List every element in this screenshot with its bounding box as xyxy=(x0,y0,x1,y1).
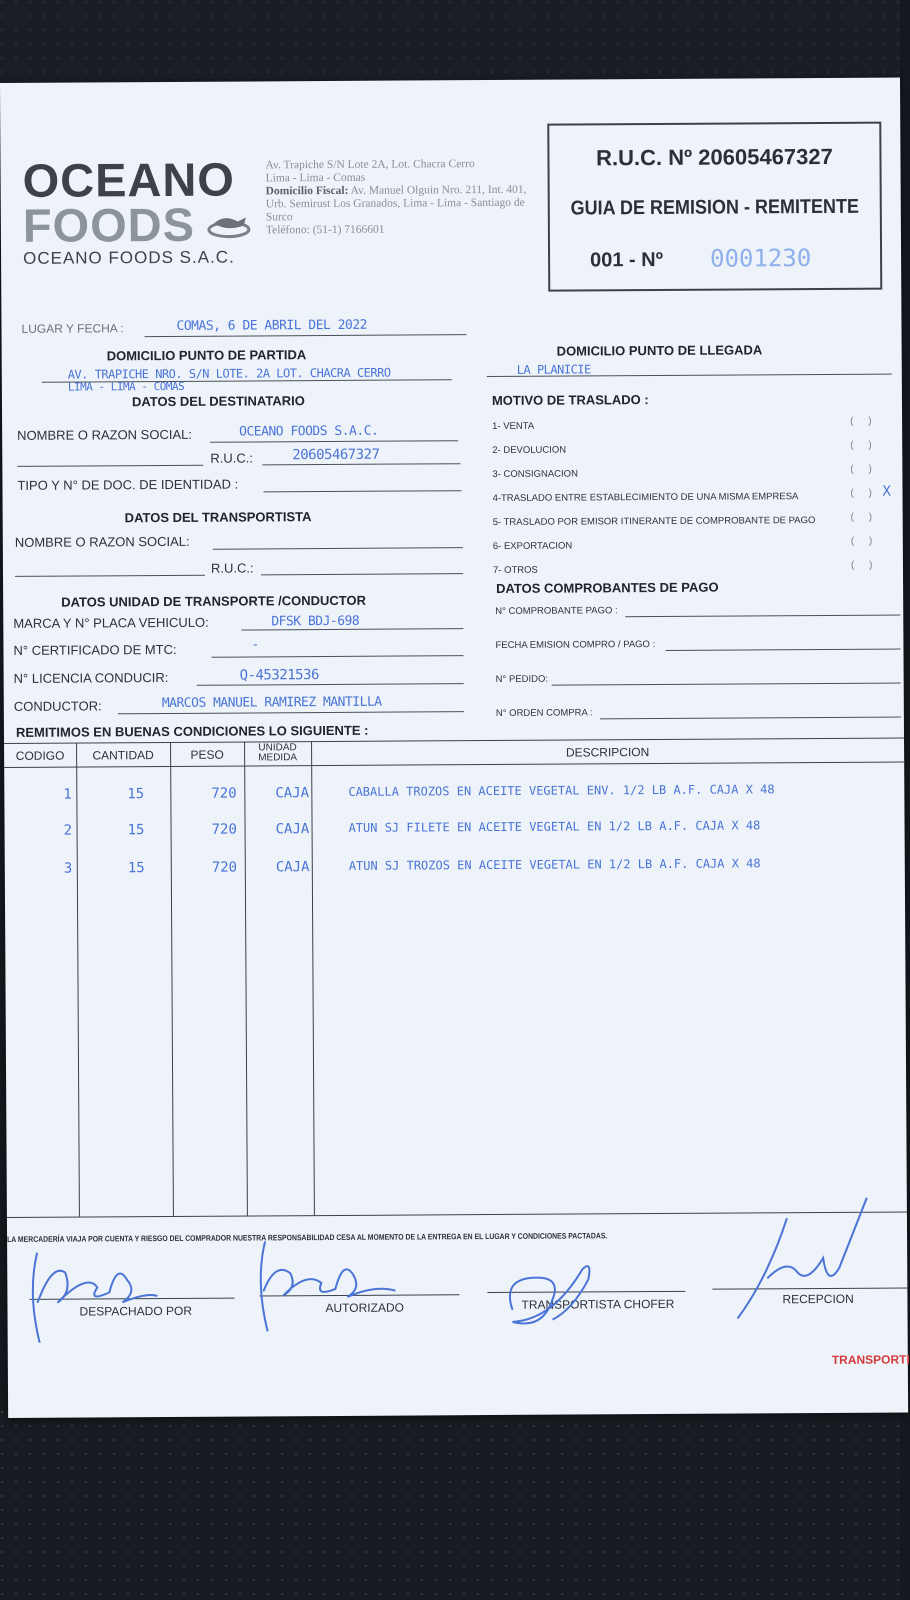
header-descripcion: DESCRIPCION xyxy=(565,745,650,760)
motivo-item-4: 4-TRASLADO ENTRE ESTABLECIMIENTO DE UNA MISMA EMPRESA xyxy=(492,491,799,504)
comprobante-pago-label: N° COMPROBANTE PAGO : xyxy=(495,605,618,617)
signature-transportista xyxy=(492,1249,613,1340)
remission-guide-document xyxy=(0,78,908,1418)
fish-can-icon xyxy=(206,211,252,241)
destinatario-title: DATOS DEL DESTINATARIO xyxy=(131,393,305,410)
logo-foods: FOODS xyxy=(22,197,196,252)
row-2-descripcion: ATUN SJ FILETE EN ACEITE VEGETAL EN 1/2 LB A.F. CAJA X 48 xyxy=(348,818,761,835)
header-unidad: UNIDAD MEDIDA xyxy=(258,742,298,764)
row-3-peso: 720 xyxy=(211,859,238,876)
llegada-value: LA PLANICIE xyxy=(516,362,591,377)
checkbox-6: ( ) xyxy=(850,535,879,547)
disclaimer: LA MERCADERÍA VIAJA POR CUENTA Y RIESGO DEL COMPRADOR NUESTRA RESPONSABILIDAD CESA AL MOMENTO DE LA ENTREGA EN EL LUGAR Y CONDICIONES PACTADAS. xyxy=(7,1231,608,1244)
partida-value-1: AV. TRAPICHE NRO. S/N LOTE. 2A LOT. CHACRA CERRO xyxy=(67,365,391,382)
placa-label: MARCA Y N° PLACA VEHICULO: xyxy=(13,614,209,631)
row-1-cantidad: 15 xyxy=(127,786,145,803)
row-2-cantidad: 15 xyxy=(127,822,145,839)
checkbox-5: ( ) xyxy=(850,511,879,523)
motivo-item-7: 7- OTROS xyxy=(492,564,538,576)
checkbox-4-mark: X xyxy=(882,483,891,500)
doc-series: 001 - Nº xyxy=(590,248,664,272)
checkbox-7: ( ) xyxy=(850,559,879,571)
logo-oceano: OCEANO xyxy=(22,152,236,207)
row-1-codigo: 1 xyxy=(63,786,72,803)
address-line-1: Av. Trapiche S/N Lote 2A, Lot. Chacra Cerro xyxy=(265,158,475,172)
doc-title: GUIA DE REMISION - REMITENTE xyxy=(570,195,860,220)
fecha-emision-label: FECHA EMISION COMPRO / PAGO : xyxy=(495,639,656,651)
destinatario-name-value: OCEANO FOODS S.A.C. xyxy=(239,423,379,440)
row-3-codigo: 3 xyxy=(63,860,73,877)
checkbox-1: ( ) xyxy=(850,415,878,427)
mtc-value: - xyxy=(251,637,259,653)
conductor-value: MARCOS MANUEL RAMIREZ MANTILLA xyxy=(161,694,382,712)
signature-despachado xyxy=(17,1232,168,1373)
motivo-item-1: 1- VENTA xyxy=(492,420,535,433)
lugar-value: COMAS, 6 DE ABRIL DEL 2022 xyxy=(176,317,368,334)
destinatario-ruc-label: R.U.C.: xyxy=(210,450,253,466)
destinatario-name-label: NOMBRE O RAZON SOCIAL: xyxy=(17,426,193,443)
motivo-item-3: 3- CONSIGNACION xyxy=(492,468,578,480)
partida-label: DOMICILIO PUNTO DE PARTIDA xyxy=(106,347,307,364)
checkbox-4: ( ) xyxy=(850,487,879,499)
sig-transportista: TRANSPORTISTA CHOFER xyxy=(521,1296,675,1312)
motivo-item-5: 5- TRASLADO POR EMISOR ITINERANTE DE COMPROBANTE DE PAGO xyxy=(492,515,816,528)
ruc-number: R.U.C. Nº 20605467327 xyxy=(596,143,833,171)
row-2-codigo: 2 xyxy=(63,822,73,839)
mtc-label: N° CERTIFICADO DE MTC: xyxy=(13,641,177,658)
comprobantes-title: DATOS COMPROBANTES DE PAGO xyxy=(496,579,719,596)
placa-value: DFSK BDJ-698 xyxy=(271,613,360,630)
address-line-2: Lima - Lima - Comas xyxy=(265,171,366,185)
company-address xyxy=(265,158,545,238)
row-2-peso: 720 xyxy=(211,821,237,838)
company-name: OCEANO FOODS S.A.C. xyxy=(23,247,235,268)
fiscal-label: Domicilio Fiscal: xyxy=(265,184,349,198)
row-1-descripcion: CABALLA TROZOS EN ACEITE VEGETAL ENV. 1/2 LB A.F. CAJA X 48 xyxy=(348,782,775,799)
copy-label: TRANSPORTI xyxy=(831,1352,910,1367)
motivo-title: MOTIVO DE TRASLADO : xyxy=(491,392,649,409)
row-3-descripcion: ATUN SJ TROZOS EN ACEITE VEGETAL EN 1/2 LB A.F. CAJA X 48 xyxy=(348,856,761,873)
destinatario-ruc-value: 20605467327 xyxy=(292,446,380,464)
motivo-item-2: 2- DEVOLUCION xyxy=(492,444,567,456)
motivo-item-6: 6- EXPORTACION xyxy=(492,540,573,552)
row-2-unidad: CAJA xyxy=(275,821,310,838)
header-peso: PESO xyxy=(190,747,224,762)
destinatario-doc-label: TIPO Y N° DE DOC. DE IDENTIDAD : xyxy=(17,476,239,493)
orden-compra-label: N° ORDEN COMPRA : xyxy=(495,707,593,719)
row-3-cantidad: 15 xyxy=(127,860,145,877)
ruc-box xyxy=(547,122,882,292)
car-seat-background-bottom xyxy=(0,1410,900,1600)
pedido-label: N° PEDIDO: xyxy=(495,673,549,685)
licencia-label: N° LICENCIA CONDUCIR: xyxy=(13,669,169,686)
transportista-ruc-label: R.U.C.: xyxy=(210,560,254,576)
fiscal-address: Av. Manuel Olguin Nro. 211, Int. 401, Urb. Semirust Los Granados, Lima - Lima - Santiago de Surco xyxy=(265,183,527,224)
signature-autorizado xyxy=(235,1231,406,1352)
header-codigo: CODIGO xyxy=(15,748,65,763)
signature-recepcion xyxy=(727,1188,878,1339)
conductor-label: CONDUCTOR: xyxy=(13,698,102,714)
row-1-unidad: CAJA xyxy=(275,785,310,802)
row-1-peso: 720 xyxy=(211,785,237,802)
transportista-name-label: NOMBRE O RAZON SOCIAL: xyxy=(14,533,190,550)
checkbox-2: ( ) xyxy=(850,439,878,451)
lugar-label: LUGAR Y FECHA : xyxy=(21,321,124,336)
sig-recepcion: RECEPCION xyxy=(782,1291,854,1307)
transportista-title: DATOS DEL TRANSPORTISTA xyxy=(124,509,312,526)
doc-number: 0001230 xyxy=(710,244,812,273)
licencia-value: Q-45321536 xyxy=(239,667,319,684)
sig-autorizado: AUTORIZADO xyxy=(325,1300,404,1316)
sig-despachado: DESPACHADO POR xyxy=(79,1303,193,1319)
checkbox-3: ( ) xyxy=(850,463,878,475)
table-title: REMITIMOS EN BUENAS CONDICIONES LO SIGUIENTE : xyxy=(15,722,369,740)
unidad-title: DATOS UNIDAD DE TRANSPORTE /CONDUCTOR xyxy=(61,592,367,610)
row-3-unidad: CAJA xyxy=(275,859,310,876)
header-cantidad: CANTIDAD xyxy=(92,748,154,763)
phone: Teléfono: (51-1) 7166601 xyxy=(265,223,385,237)
llegada-label: DOMICILIO PUNTO DE LLEGADA xyxy=(556,342,763,359)
partida-value-2: LIMA - LIMA - COMAS xyxy=(67,379,185,394)
